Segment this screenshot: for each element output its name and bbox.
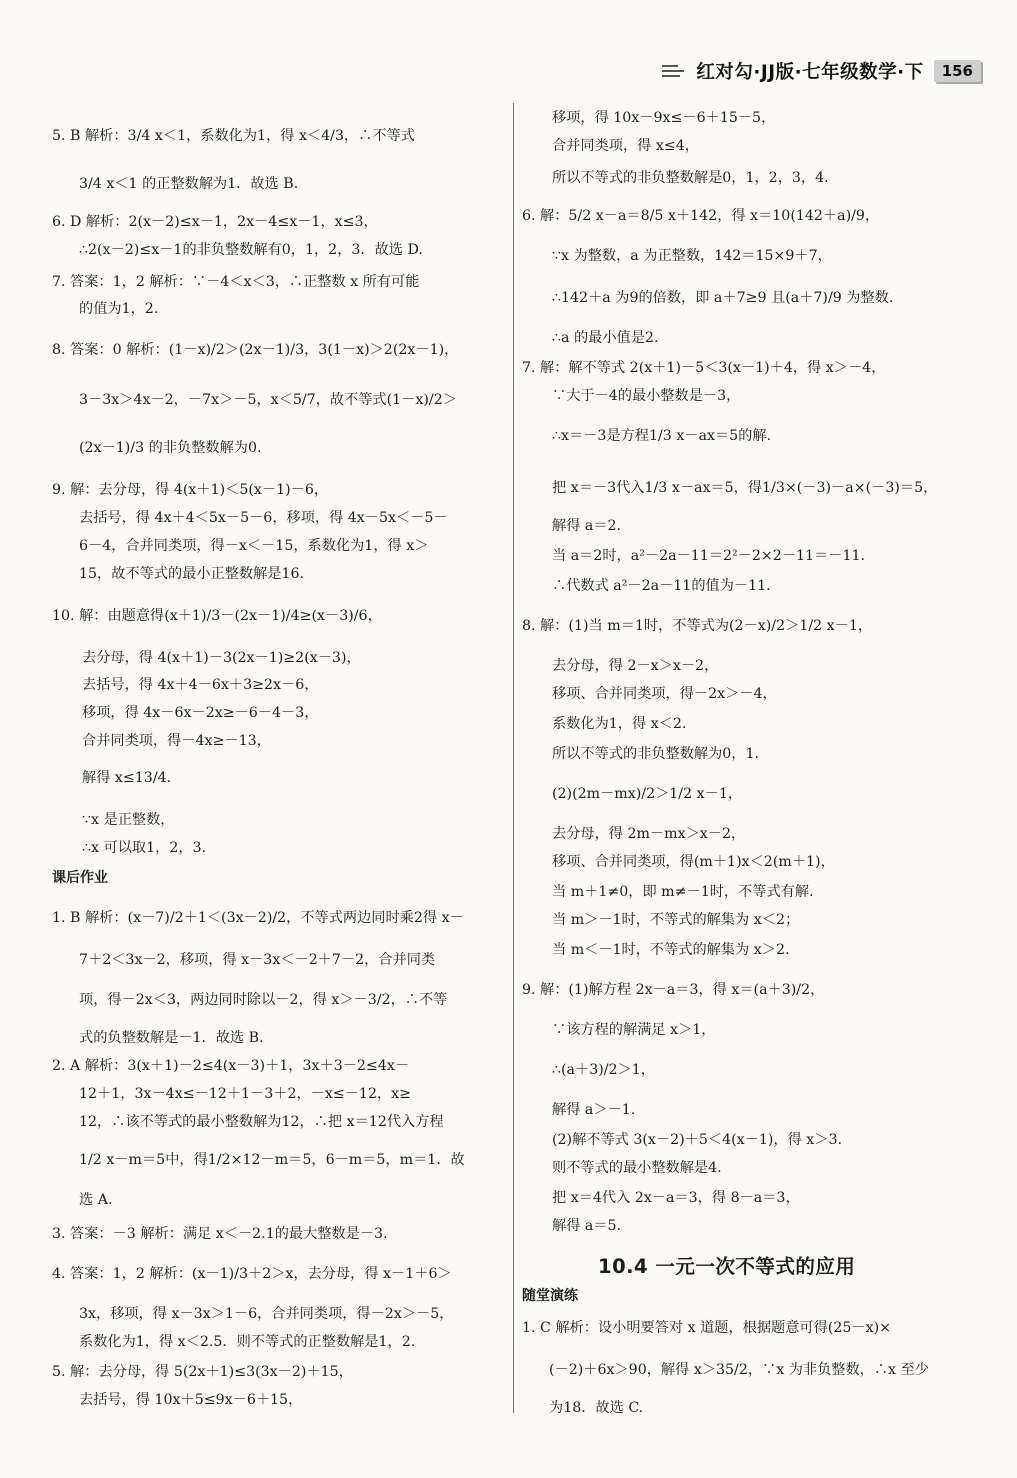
text-line: ∵x 是正整数， bbox=[82, 812, 175, 828]
text-line: 去分母，得 4(x＋1)－3(2x－1)≥2(x－3)， bbox=[82, 650, 361, 666]
text-line: 系数化为1，得 x＜2. bbox=[552, 716, 687, 732]
text-line: ∴142＋a 为9的倍数，即 a＋7≥9 且(a＋7)/9 为整数. bbox=[552, 290, 894, 306]
text-line: 去分母，得 2－x＞x－2， bbox=[552, 658, 719, 674]
section-heading: 课后作业 bbox=[52, 870, 108, 886]
text-line: 8. 解：(1)当 m＝1时，不等式为(2－x)/2＞1/2 x－1， bbox=[522, 618, 873, 634]
text-line: ∴(a＋3)/2＞1， bbox=[552, 1062, 655, 1078]
text-line: 7＋2＜3x－2，移项，得 x－3x＜－2＋7－2，合并同类 bbox=[79, 952, 436, 968]
text-line: 所以不等式的非负整数解为0，1. bbox=[552, 746, 760, 762]
text-line: 解得 a＞－1. bbox=[552, 1102, 636, 1118]
page-number: 156 bbox=[934, 60, 981, 82]
text-line: ∵大于－4的最小整数是－3， bbox=[552, 388, 741, 404]
text-line: 为18．故选 C. bbox=[549, 1400, 644, 1416]
text-line: 把 x＝－3代入1/3 x－ax＝5，得1/3×(－3)－a×(－3)＝5， bbox=[552, 480, 938, 496]
text-line: 则不等式的最小整数解是4. bbox=[552, 1160, 722, 1176]
book-title: 红对勾·JJ版·七年级数学·下 bbox=[696, 62, 924, 83]
text-line: 7. 解：解不等式 2(x＋1)－5＜3(x－1)＋4，得 x＞－4， bbox=[522, 360, 886, 376]
text-line: 6－4，合并同类项，得－x＜－15，系数化为1，得 x＞ bbox=[79, 538, 429, 554]
text-line: 7. 答案：1，2 解析：∵－4＜x＜3，∴正整数 x 所有可能 bbox=[52, 274, 420, 290]
text-line: 选 A. bbox=[79, 1192, 113, 1208]
text-line: 2. A 解析：3(x＋1)－2≤4(x－3)＋1，3x＋3－2≤4x－ bbox=[52, 1058, 410, 1074]
text-line: 移项，得 4x－6x－2x≥－6－4－3， bbox=[82, 705, 319, 721]
text-line: ∴a 的最小值是2. bbox=[552, 330, 659, 346]
text-line: 系数化为1，得 x＜2.5．则不等式的正整数解是1，2. bbox=[79, 1334, 416, 1350]
text-line: 3/4 x＜1 的正整数解为1．故选 B. bbox=[79, 176, 299, 192]
text-line: 项，得－2x＜3，两边同时除以－2，得 x＞－3/2，∴不等 bbox=[79, 992, 448, 1008]
text-line: 12，∴该不等式的最小整数解为12，∴把 x＝12代入方程 bbox=[79, 1114, 444, 1130]
text-line: 8. 答案：0 解析：(1－x)/2＞(2x－1)/3，3(1－x)＞2(2x－1)， bbox=[52, 342, 459, 358]
text-line: 5. B 解析：3/4 x＜1，系数化为1，得 x＜4/3，∴不等式 bbox=[52, 128, 415, 144]
text-line: 移项，得 10x－9x≤－6＋15－5， bbox=[552, 110, 776, 126]
page-header bbox=[662, 56, 981, 86]
text-line: 把 x＝4代入 2x－a＝3，得 8－a＝3， bbox=[552, 1190, 800, 1206]
text-line: 1. C 解析：设小明要答对 x 道题，根据题意可得(25－x)× bbox=[522, 1320, 892, 1336]
text-line: ∴代数式 a²－2a－11的值为－11. bbox=[552, 578, 771, 594]
text-line: ∵x 为整数，a 为正整数，142＝15×9＋7， bbox=[552, 248, 832, 264]
text-line: 去括号，得 4x＋4－6x＋3≥2x－6， bbox=[82, 677, 319, 693]
text-line: 12＋1，3x－4x≤－12＋1－3＋2，－x≤－12，x≥ bbox=[79, 1086, 412, 1102]
text-line: 所以不等式的非负整数解是0，1，2，3，4. bbox=[552, 170, 829, 186]
text-line: 解得 a＝2. bbox=[552, 518, 622, 534]
text-line: 当 m＜－1时，不等式的解集为 x＞2. bbox=[552, 942, 790, 958]
text-line: 4. 答案：1，2 解析：(x－1)/3＋2＞x，去分母，得 x－1＋6＞ bbox=[52, 1266, 452, 1282]
text-line: 当 m＞－1时，不等式的解集为 x＜2； bbox=[552, 912, 800, 928]
text-line: 合并同类项，得 x≤4， bbox=[552, 138, 699, 154]
text-line: 3. 答案：－3 解析：满足 x＜－2.1的最大整数是－3. bbox=[52, 1226, 388, 1242]
text-line: 9. 解：(1)解方程 2x－a＝3，得 x＝(a＋3)/2， bbox=[522, 982, 825, 998]
text-line: 移项、合并同类项，得－2x＞－4， bbox=[552, 686, 777, 702]
text-line: 移项、合并同类项，得(m＋1)x＜2(m＋1)， bbox=[552, 854, 835, 870]
text-line: ∴x 可以取1，2，3. bbox=[82, 840, 207, 856]
text-line: 解得 x≤13/4. bbox=[82, 770, 172, 786]
text-line: 6. 解：5/2 x－a＝8/5 x＋142，得 x＝10(142＋a)/9， bbox=[522, 208, 880, 224]
speed-lines-icon bbox=[662, 65, 684, 77]
text-line: 合并同类项，得－4x≥－13， bbox=[82, 733, 271, 749]
text-line: (2x－1)/3 的非负整数解为0. bbox=[79, 440, 262, 456]
text-line: 10. 解：由题意得(x＋1)/3－(2x－1)/4≥(x－3)/6， bbox=[52, 608, 382, 624]
text-line: (2)解不等式 3(x－2)＋5＜4(x－1)，得 x＞3. bbox=[552, 1132, 842, 1148]
text-line: 去括号，得 4x＋4＜5x－5－6，移项，得 4x－5x＜－5－ bbox=[79, 510, 448, 526]
text-line: (－2)＋6x＞90，解得 x＞35/2，∵x 为非负整数，∴x 至少 bbox=[549, 1362, 929, 1378]
text-line: 9. 解：去分母，得 4(x＋1)＜5(x－1)－6， bbox=[52, 482, 329, 498]
text-line: 当 a＝2时，a²－2a－11＝2²－2×2－11＝－11. bbox=[552, 548, 866, 564]
text-line: 5. 解：去分母，得 5(2x＋1)≤3(3x－2)＋15， bbox=[52, 1364, 353, 1380]
section-heading: 随堂演练 bbox=[522, 1288, 578, 1304]
text-line: 去括号，得 10x＋5≤9x－6＋15， bbox=[79, 1392, 303, 1408]
text-line: 1. B 解析：(x－7)/2＋1＜(3x－2)/2，不等式两边同时乘2得 x－ bbox=[52, 910, 464, 926]
text-line: 当 m＋1≠0，即 m≠－1时，不等式有解. bbox=[552, 884, 814, 900]
text-line: ∴x＝－3是方程1/3 x－ax＝5的解. bbox=[552, 428, 772, 444]
section-title: 10.4 一元一次不等式的应用 bbox=[598, 1255, 856, 1278]
text-line: ∵该方程的解满足 x＞1， bbox=[552, 1022, 716, 1038]
text-line: 1/2 x－m＝5中，得1/2×12－m＝5，6－m＝5，m＝1．故 bbox=[79, 1152, 465, 1168]
text-line: 6. D 解析：2(x－2)≤x－1，2x－4≤x－1，x≤3， bbox=[52, 214, 378, 230]
column-divider bbox=[513, 103, 514, 1413]
text-line: 解得 a＝5. bbox=[552, 1218, 622, 1234]
text-line: 3x，移项，得 x－3x＞1－6，合并同类项，得－2x＞－5， bbox=[79, 1306, 454, 1322]
text-line: 去分母，得 2m－mx＞x－2， bbox=[552, 826, 746, 842]
text-line: 3－3x＞4x－2，－7x＞－5，x＜5/7，故不等式(1－x)/2＞ bbox=[79, 392, 457, 408]
text-line: (2)(2m－mx)/2＞1/2 x－1， bbox=[552, 786, 743, 802]
text-line: 15，故不等式的最小正整数解是16. bbox=[79, 566, 305, 582]
text-line: 的值为1，2. bbox=[79, 301, 159, 317]
text-line: 式的负整数解是－1．故选 B. bbox=[79, 1030, 264, 1046]
text-line: ∴2(x－2)≤x－1的非负整数解有0，1，2，3．故选 D. bbox=[79, 242, 423, 258]
